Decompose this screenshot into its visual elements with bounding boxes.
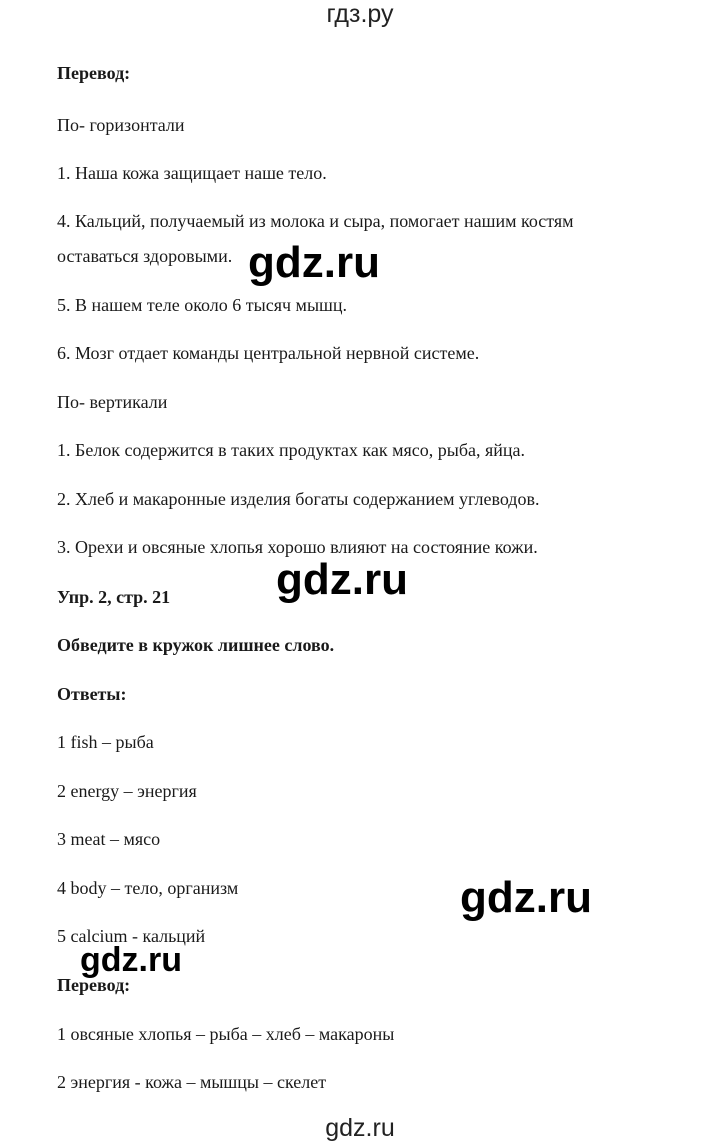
down-item-3: 3. Орехи и овсяные хлопья хорошо влияют на состояние кожи.	[57, 537, 538, 557]
answer-item-5: 5 calcium - кальций	[57, 926, 206, 946]
answer-item-4: 4 body – тело, организм	[57, 878, 239, 898]
down-item-1: 1. Белок содержится в таких продуктах как мясо, рыба, яйца.	[57, 440, 526, 460]
answer-item-1: 1 fish – рыба	[57, 732, 154, 752]
answers-heading: Ответы:	[57, 684, 127, 704]
site-footer: gdz.ru	[325, 1114, 395, 1142]
across-item-1: 1. Наша кожа защищает наше тело.	[57, 163, 327, 183]
down-heading: По- вертикали	[57, 392, 168, 412]
translation-item-2: 2 энергия - кожа – мышцы – скелет	[57, 1072, 327, 1092]
across-item-5: 5. В нашем теле около 6 тысяч мышц.	[57, 295, 348, 315]
watermark-logo: gdz.ru	[248, 238, 380, 287]
across-item-4: 4. Кальций, получаемый из молока и сыра, помогает нашим костям	[57, 211, 574, 231]
exercise-instruction: Обведите в кружок лишнее слово.	[57, 635, 335, 655]
across-item-6: 6. Мозг отдает команды центральной нервной системе.	[57, 343, 480, 363]
watermark-logo: gdz.ru	[460, 873, 592, 922]
exercise-heading: Упр. 2, стр. 21	[57, 587, 171, 607]
translation-item-1: 1 овсяные хлопья – рыба – хлеб – макароны	[57, 1024, 395, 1044]
across-item-4-continued: оставаться здоровыми.	[57, 246, 233, 266]
answer-item-3: 3 meat – мясо	[57, 829, 161, 849]
site-header: гдз.ру	[326, 0, 394, 28]
down-item-2: 2. Хлеб и макаронные изделия богаты содержанием углеводов.	[57, 489, 540, 509]
translation-heading-2: Перевод:	[57, 975, 131, 995]
answer-item-2: 2 energy – энергия	[57, 781, 197, 801]
translation-heading: Перевод:	[57, 63, 131, 83]
watermark-logo: gdz.ru	[276, 555, 408, 604]
across-heading: По- горизонтали	[57, 115, 185, 135]
watermark-logo: gdz.ru	[80, 941, 182, 979]
